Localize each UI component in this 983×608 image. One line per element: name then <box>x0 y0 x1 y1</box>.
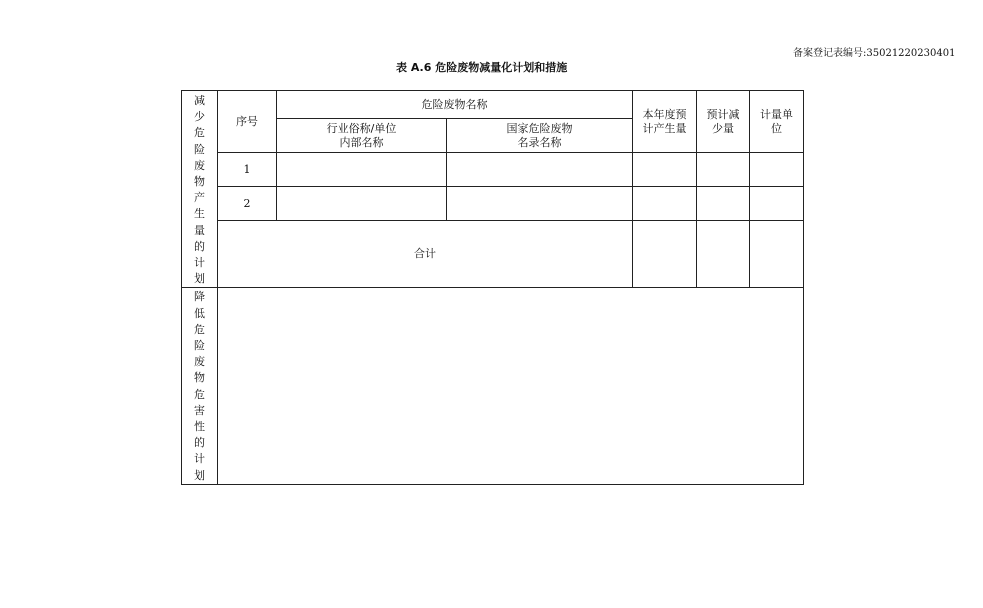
cell-expected-amount[interactable] <box>633 187 697 221</box>
table-row <box>182 153 804 187</box>
cell-expected-amount[interactable] <box>633 153 697 187</box>
header-national-name: 国家危险废物 名录名称 <box>447 119 633 153</box>
total-label: 合计 <box>218 221 633 288</box>
cell-unit[interactable] <box>750 153 804 187</box>
total-expected-amount[interactable] <box>633 221 697 288</box>
row-seq: 2 <box>218 187 277 221</box>
section-label-reduce-quantity: 减 少 危 险 废 物 产 生 量 的 计 划 <box>182 91 218 288</box>
header-seq: 序号 <box>218 91 277 153</box>
waste-reduction-table <box>181 90 804 485</box>
registration-label: 备案登记表编号: <box>793 48 867 59</box>
section-label-reduce-hazard: 降 低 危 险 废 物 危 害 性 的 计 划 <box>182 288 218 484</box>
header-expected-amount: 本年度预 计产生量 <box>633 91 697 153</box>
header-reduce-amount: 预计减 少量 <box>697 91 750 153</box>
cell-reduce-amount[interactable] <box>697 153 750 187</box>
total-unit[interactable] <box>750 221 804 288</box>
cell-reduce-amount[interactable] <box>697 187 750 221</box>
header-unit: 计量单 位 <box>750 91 804 153</box>
header-industry-name: 行业俗称/单位 内部名称 <box>277 119 447 153</box>
cell-national-name[interactable] <box>447 187 633 221</box>
cell-unit[interactable] <box>750 187 804 221</box>
row-seq: 1 <box>218 153 277 187</box>
registration-value: 35021220230401 <box>866 48 956 59</box>
cell-national-name[interactable] <box>447 153 633 187</box>
header-waste-name: 危险废物名称 <box>277 91 633 119</box>
page-title: 表 A.6 危险废物减量化计划和措施 <box>396 61 568 74</box>
cell-industry-name[interactable] <box>277 153 447 187</box>
registration-number <box>793 44 955 59</box>
measures-content[interactable] <box>218 288 804 484</box>
total-reduce-amount[interactable] <box>697 221 750 288</box>
cell-industry-name[interactable] <box>277 187 447 221</box>
table-row <box>182 187 804 221</box>
